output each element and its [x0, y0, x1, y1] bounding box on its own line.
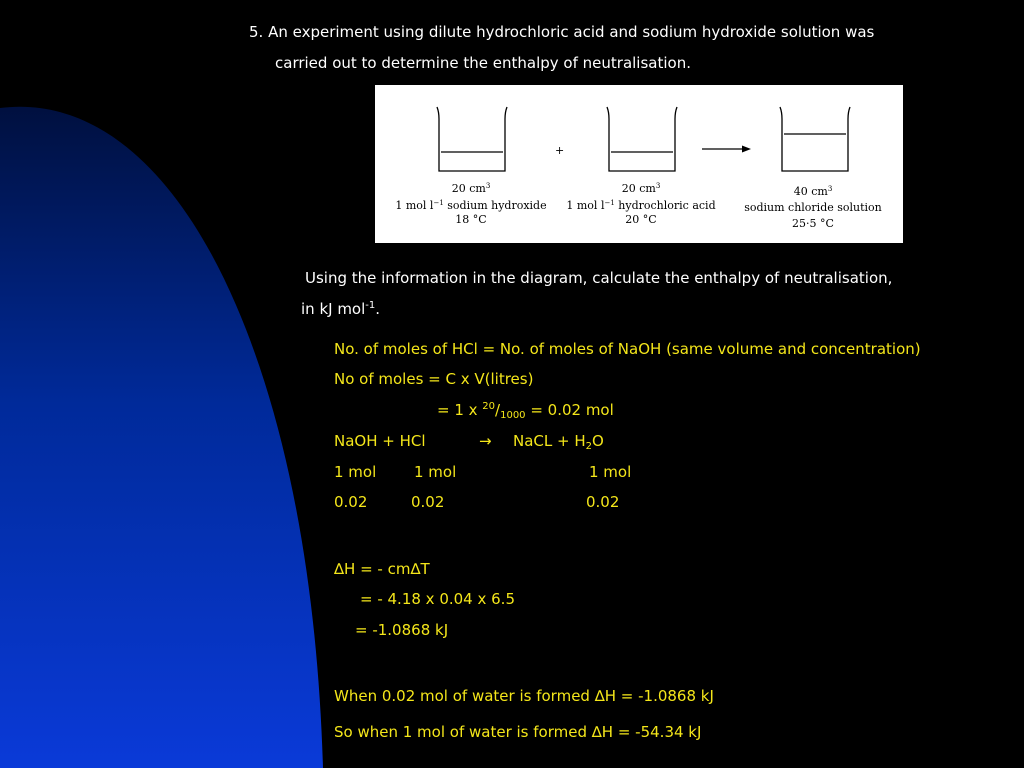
plus-sign: + [555, 144, 565, 157]
beaker-2-outline [607, 107, 677, 171]
beaker-1-temperature: 18 °C [455, 213, 487, 226]
moles-formula: No of moles = C x V(litres) [334, 370, 534, 388]
beaker-3-solution: sodium chloride solution [744, 201, 882, 214]
mole-ratio-hcl: 1 mol [414, 463, 457, 481]
beaker-1-volume: 20 $cm^3$ [451, 182, 491, 195]
mole-ratio-water: 1 mol [589, 463, 632, 481]
question-line-1: 5. An experiment using dilute hydrochloric acid and sodium hydroxide solution was [249, 23, 875, 41]
moles-calculation: = 1 x $^{20}/_{1000} = 0.02$ mol [437, 401, 614, 421]
reaction-arrow-head [742, 146, 751, 153]
equation-reactants: NaOH + HCl [334, 432, 426, 450]
question-line-2: carried out to determine the enthalpy of neutralisation. [275, 54, 691, 72]
beaker-diagram [375, 85, 903, 243]
enthalpy-substitution: = - 4.18 x 0.04 x 6.5 [360, 590, 515, 608]
moles-statement: No. of moles of HCl = No. of moles of NaOH (same volume and concentration) [334, 340, 921, 358]
moles-hcl: 0.02 [411, 493, 445, 511]
conclusion-line-1: When 0.02 mol of water is formed ∆H = -1.0868 kJ [334, 687, 714, 705]
beaker-3-volume: 40 $cm^3$ [793, 185, 833, 198]
beaker-2-temperature: 20 °C [625, 213, 657, 226]
beaker-2-volume: 20 $cm^3$ [621, 182, 661, 195]
mole-ratio-naoh: 1 mol [334, 463, 377, 481]
prompt-line-2: in kJ mol$^{-1}$. [301, 300, 381, 318]
enthalpy-formula: ∆H = - cm∆T [334, 560, 430, 578]
beaker-1-outline [437, 107, 507, 171]
conclusion-line-2: So when 1 mol of water is formed ∆H = -54.34 kJ [334, 723, 702, 741]
beaker-3-outline [780, 107, 850, 171]
beaker-1-solution: 1 mol $l^{-1}$ sodium hydroxide [395, 199, 547, 212]
equation-products: NaCL + $H_2O$ [513, 432, 604, 452]
beaker-2-solution: 1 mol $l^{-1}$ hydrochloric acid [566, 199, 716, 212]
prompt-line-1: Using the information in the diagram, calculate the enthalpy of neutralisation, [305, 269, 893, 287]
equation-arrow: → [479, 432, 492, 450]
beaker-3-temperature: 25·5 °C [792, 217, 834, 230]
moles-water: 0.02 [586, 493, 620, 511]
moles-naoh: 0.02 [334, 493, 368, 511]
enthalpy-result: = -1.0868 kJ [355, 621, 449, 639]
